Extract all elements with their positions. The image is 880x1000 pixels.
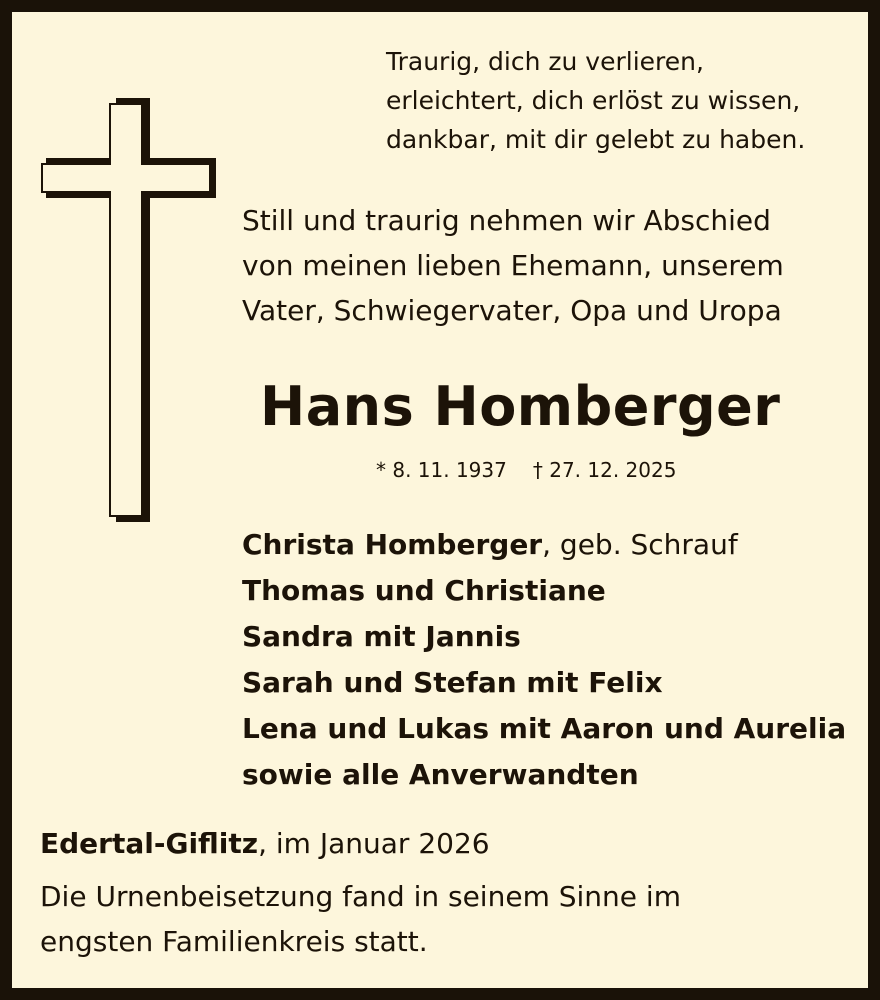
mourner-line: sowie alle Anverwandten xyxy=(242,758,639,791)
mourner-line: Sandra mit Jannis xyxy=(242,620,521,653)
burial-note-line: Die Urnenbeisetzung fand in seinem Sinne im xyxy=(40,880,681,913)
farewell-line: Vater, Schwiegervater, Opa und Uropa xyxy=(242,294,782,327)
mourner-line: Sarah und Stefan mit Felix xyxy=(242,666,663,699)
farewell-line: von meinen lieben Ehemann, unserem xyxy=(242,249,784,282)
mourners-list xyxy=(242,522,862,798)
mourner-line: Thomas und Christiane xyxy=(242,574,606,607)
farewell-text xyxy=(242,198,862,333)
widow-maiden-name: , geb. Schrauf xyxy=(542,528,738,561)
burial-note-line: engsten Familienkreis statt. xyxy=(40,925,428,958)
birth-date: * 8. 11. 1937 xyxy=(376,458,507,482)
deceased-name: Hans Homberger xyxy=(260,375,781,438)
widow-name: Christa Homberger xyxy=(242,528,543,561)
motto-line: Traurig, dich zu verlieren, xyxy=(386,47,704,76)
mourner-line xyxy=(242,522,862,568)
obituary-notice xyxy=(12,12,868,988)
burial-note xyxy=(40,874,840,964)
town-name: Edertal-Giflitz xyxy=(40,827,259,860)
place-and-date xyxy=(40,824,490,864)
death-date: † 27. 12. 2025 xyxy=(532,458,677,482)
notice-date: , im Januar 2026 xyxy=(258,827,490,860)
life-dates xyxy=(376,456,676,484)
motto-line: dankbar, mit dir gelebt zu haben. xyxy=(386,125,806,154)
motto-line: erleichtert, dich erlöst zu wissen, xyxy=(386,86,801,115)
mourner-line: Lena und Lukas mit Aaron und Aurelia xyxy=(242,712,847,745)
farewell-line: Still und traurig nehmen wir Abschied xyxy=(242,204,771,237)
motto-verse xyxy=(386,42,856,159)
cross-icon xyxy=(40,92,220,522)
